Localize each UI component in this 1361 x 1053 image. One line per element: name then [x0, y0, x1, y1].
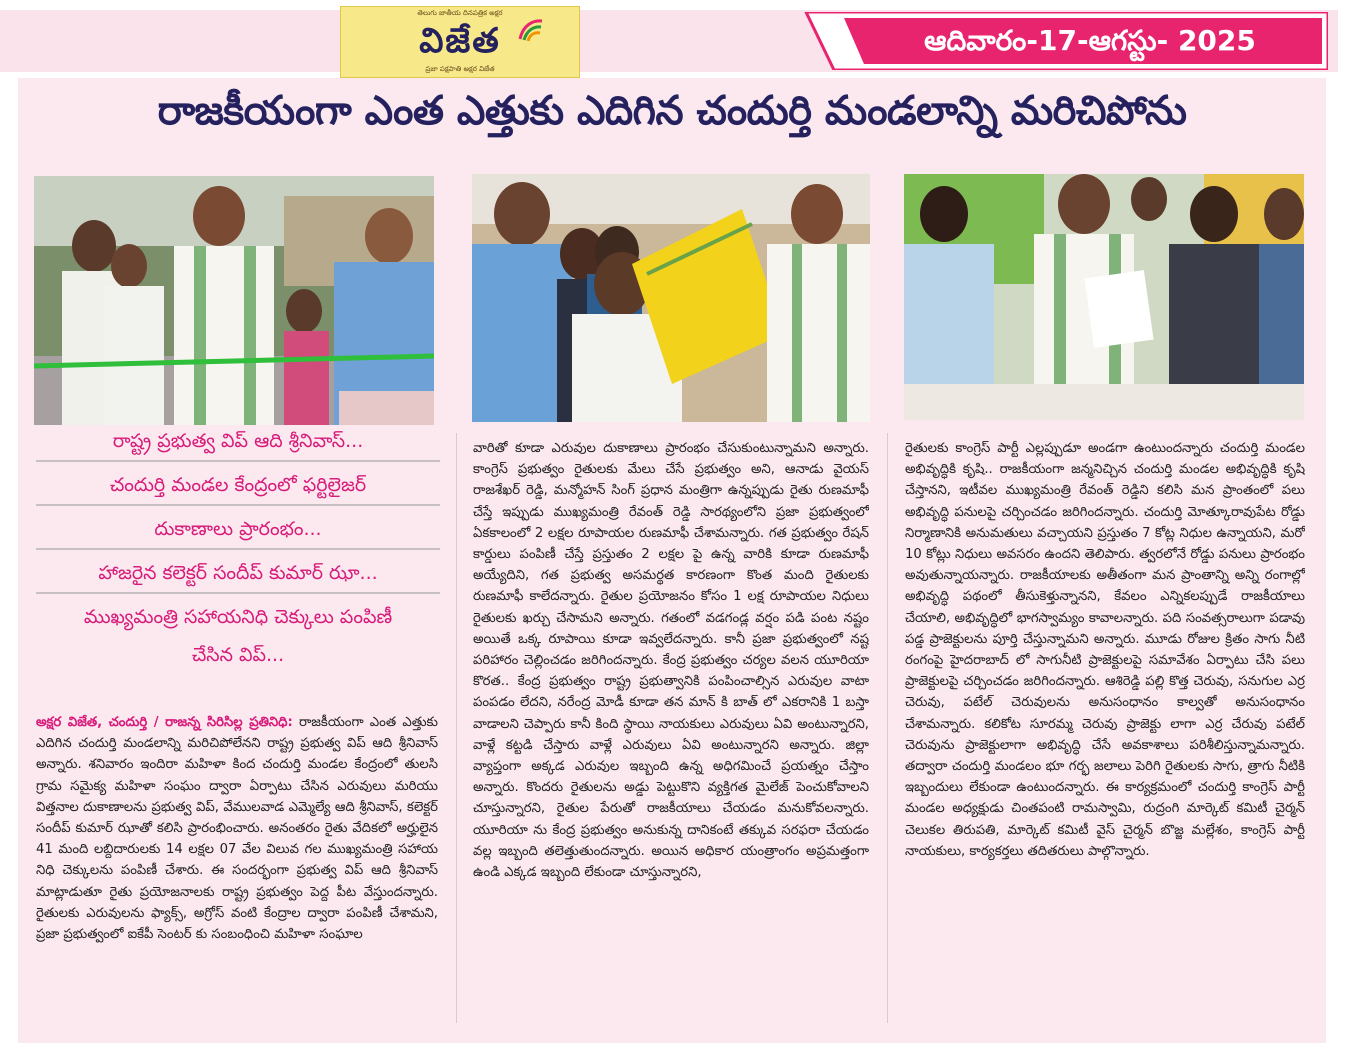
subhead-2: చందుర్తి మండల కేంద్రంలో ఫర్టిలైజర్ — [36, 472, 440, 506]
masthead-logo — [340, 6, 580, 78]
byline: అక్షర విజేత, చందుర్తి / రాజన్న సిరిసిల్ల ప్రతినిధి: — [36, 715, 293, 730]
masthead-tagline-bottom: ప్రజా పక్షపాతి అక్షర విజేత — [425, 65, 495, 73]
masthead-title: విజేత — [419, 21, 501, 61]
ribbon-cutting-illustration — [34, 176, 434, 425]
headline: రాజకీయంగా ఎంత ఎత్తుకు ఎదిగిన చందుర్తి మండలాన్ని మరిచిపోను — [157, 88, 1187, 134]
subhead-6: చేసిన విప్... — [191, 644, 285, 666]
column-divider-2 — [887, 433, 888, 1023]
masthead-tagline-top: తెలుగు జాతీయ దినపత్రిక అక్షర — [417, 9, 503, 17]
photo-fertilizer-bag — [472, 174, 870, 422]
article-panel — [18, 78, 1326, 1043]
photo-ribbon-cutting — [34, 176, 434, 425]
subheads-block — [36, 428, 440, 684]
issue-date: ఆదివారం-17-ఆగస్టు- 2025 — [924, 24, 1256, 57]
fertilizer-bag-illustration — [472, 174, 870, 422]
column-1 — [36, 712, 438, 1036]
subhead-1: రాష్ట్ర ప్రభుత్వ విప్ ఆది శ్రీనివాస్... — [36, 428, 440, 462]
photo-cheque-distribution — [904, 174, 1304, 420]
cheque-distribution-illustration — [904, 174, 1304, 420]
date-badge — [800, 12, 1328, 70]
subhead-3: దుకాణాలు ప్రారంభం... — [36, 516, 440, 550]
column-3-text: రైతులకు కాంగ్రెస్ పార్టీ ఎల్లప్పుడూ అండగా ఉంటుందన్నారు చందుర్తి మండల అభివృద్ధికి కృషి.. రాజకీయంగా జన్మనిచ్చిన చందుర్తి మండల అభివృద్ధికి కృషి చేస్తానని, ఇటీవల ముఖ్యమంత్రి రేవంత్ రెడ్డిని కలిసి మన ప్రాంతంలో పలు అభివృద్ధి పనులపై చర్చించడం జరిగిందన్నారు. చందుర్తి మోత్కూరావుపేట రోడ్డు నిర్మాణానికి అనుమతులు వచ్చాయని ప్రస్తుతం 7 కోట్ల నిధుల ఉన్నాయని, మరో 10 కోట్లు నిధులు అవసరం ఉందని తెలిపారు. త్వరలోనే రోడ్డు పనులు ప్రారంభం అవుతున్నాయన్నారు. రాజకీయాలకు అతీతంగా మన ప్రాంతాన్ని అన్ని రంగాల్లో అభివృద్ధి పథంలో తీసుకెళ్తున్నానని, కేవలం ఎన్నికలప్పుడే రాజకీయాలు చేయాలి, అభివృద్ధిలో భాగస్వామ్యం కావాలన్నారు. పది సంవత్సరాలుగా పడావు పడ్డ ప్రాజెక్టులను పూర్తి చేస్తున్నామని అన్నారు. మూడు రోజుల క్రితం సాగు నీటి రంగంపై హైదరాబాద్ లో సాగునీటి ప్రాజెక్టులపై సమావేశం ఏర్పాటు చేసి పలు ప్రాజెక్టులపై చర్చించడం జరిగిందన్నారు. ఆశిరెడ్డి పల్లి కొత్త చెరువు, సనుగుల ఎర్ర చెరువు, పటేల్ చెరువులను అనుసంధానం కాల్వతో అనుసంధానం చేశామన్నారు. కలికోట సూరమ్మ చెరువు ప్రాజెక్టు లాగా ఎర్ర చేరువు పటేల్ చెరువును ప్రాజెక్టులాగా అభివృద్ధి చేసే అవకాశాలు పరిశీలిస్తున్నామన్నారు. తద్వారా చందుర్తి మండలం భూ గర్భ జలాలు పెరిగి రైతులకు సాగు, త్రాగు నీటికి ఇబ్బందులు లేకుండా ఉంటుందన్నారు. ఈ కార్యక్రమంలో చందుర్తి కాంగ్రెస్ పార్టీ మండల అధ్యక్షుడు చింతపంటి రామస్వామి, రుద్రంగి మార్కెట్ కమిటీ చైర్మన్ చెలుకల తిరుపతి, మార్కెట్ కమిటీ వైస్ చైర్మన్ బొజ్జ మల్లేశం, కాంగ్రెస్ పార్టీ నాయకులు, కార్యకర్తలు తదితరులు పాల్గొన్నారు. — [905, 441, 1305, 859]
subhead-4: హాజరైన కలెక్టర్ సందీప్ కుమార్ ఝా... — [36, 560, 440, 594]
subhead-5: ముఖ్యమంత్రి సహాయనిధి చెక్కులు పంపిణీ — [83, 606, 393, 628]
column-1-text: రాజకీయంగా ఎంత ఎత్తుకు ఎదిగిన చందుర్తి మండలాన్ని మరిచిపోలేనని రాష్ట్ర ప్రభుత్వ విప్ ఆది శ్రీనివాస్ అన్నారు. శనివారం ఇందిరా మహిళా కింద చందుర్తి మండల కేంద్రంలో తులసి గ్రామ సమైక్య మహిళా సంఘం ద్వారా ఏర్పాటు చేసిన ఎరువులు మరియు విత్తనాల దుకాణాలను ప్రభుత్వ విప్, వేములవాడ ఎమ్మెల్యే ఆది శ్రీనివాస్, కలెక్టర్ సందీప్ కుమార్ ఝాతో కలిసి ప్రారంభించారు. అనంతరం రైతు వేదికలో అర్హులైన 41 మంది లబ్దిదారులకు 14 లక్షల 07 వేల విలువ గల ముఖ్యమంత్రి సహాయ నిధి చెక్కులను పంపిణీ చేశారు. ఈ సందర్భంగా ప్రభుత్వ విప్ ఆది శ్రీనివాస్ మాట్లాడుతూ రైతు ప్రయోజనాలకు రాష్ట్ర ప్రభుత్వం పెద్ద పీట వేస్తుందన్నారు. రైతులకు ఎరువులను ఫ్యాక్స్, అగ్రోస్ వంటి కేంద్రాల ద్వారా పంపిణీ చేశామని, ప్రజా ప్రభుత్వంలో ఐకేపీ సెంటర్ కు సంబంధించి మహిళా సంఘాల — [36, 715, 438, 943]
column-2 — [473, 438, 869, 1036]
logo-swirl-icon — [517, 17, 545, 43]
column-2-text: వారితో కూడా ఎరువుల దుకాణాలు ప్రారంభం చేసుకుంటున్నామని అన్నారు. కాంగ్రెస్ ప్రభుత్వం రైతులకు మేలు చేసే ప్రభుత్వం అని, ఆనాడు వైయస్ రాజశేఖర్ రెడ్డి, మన్మోహన్ సింగ్ ప్రధాన మంత్రిగా ఉన్నప్పుడు రైతు రుణమాఫీ చేస్తే ఇప్పుడు ముఖ్యమంత్రి రేవంత్ రెడ్డి సారథ్యంలోని ప్రజా ప్రభుత్వంలో ఏకకాలంలో 2 లక్షల రూపాయల రుణమాఫీ చేశామన్నారు. గత ప్రభుత్వం రేషన్ కార్డులు పంపిణీ చేస్తే ప్రస్తుతం 2 లక్షల పై ఉన్న వారికి కూడా రుణమాఫీ అయ్యేదిని, గత ప్రభుత్వ అసమర్థత కారణంగా కొంత మంది రైతులకు రుణమాఫీ కాలేదన్నారు. రైతుల ప్రయోజనం కోసం 1 లక్ష రూపాయల నిధులు రైతులకు ఖర్చు చేసామని అన్నారు. గతంలో వడగండ్ల వర్షం పడి పంట నష్టం అయితే ఒక్క రూపాయి కూడా ఇవ్వలేదన్నారు. కానీ ప్రజా ప్రభుత్వంలో నష్ట పరిహారం చెల్లించడం జరిగిందన్నారు. కేంద్ర ప్రభుత్వం చర్యల వలన యూరియా కొరత.. కేంద్ర ప్రభుత్వం రాష్ట్ర ప్రభుత్వానికి పంపించాల్సిన ఎరువుల వాటా పంపడం లేదని, నరేంద్ర మోడీ కూడా తన మాన్ కి బాత్ లో ఎకరానికి 1 బస్తా వాడాలని చెప్పారు కానీ కింది స్థాయి నాయకులు ఎరువులు ఏవి అంటున్నారని, వాళ్లే కట్టడి చేస్తారు వాళ్లే ఎరువులు ఏవి అంటున్నారని అన్నారు. జిల్లా వ్యాప్తంగా అక్కడ ఎరువుల ఇబ్బంది ఉన్న అధిగమించే ప్రయత్నం చేస్తాం అన్నారు. కొందరు రైతులను అడ్డు పెట్టుకొని వ్యక్తిగత మైలేజ్ పెంచుకోవాలని చూస్తున్నారని, రైతుల పేరుతో రాజకీయాలు చేయడం మనుకోవలన్నారు. యూరియా ను కేంద్ర ప్రభుత్వం అనుకున్న దానికంటే తక్కువ సరఫరా చేయడం వల్ల ఇబ్బంది తలెత్తుతుందన్నారు. అయిన అధికార యంత్రాంగం అప్రమత్తంగా ఉండి ఎక్కడ ఇబ్బంది లేకుండా చూస్తున్నారని, — [473, 441, 869, 881]
column-3 — [905, 438, 1305, 1036]
column-divider-1 — [456, 433, 457, 1023]
